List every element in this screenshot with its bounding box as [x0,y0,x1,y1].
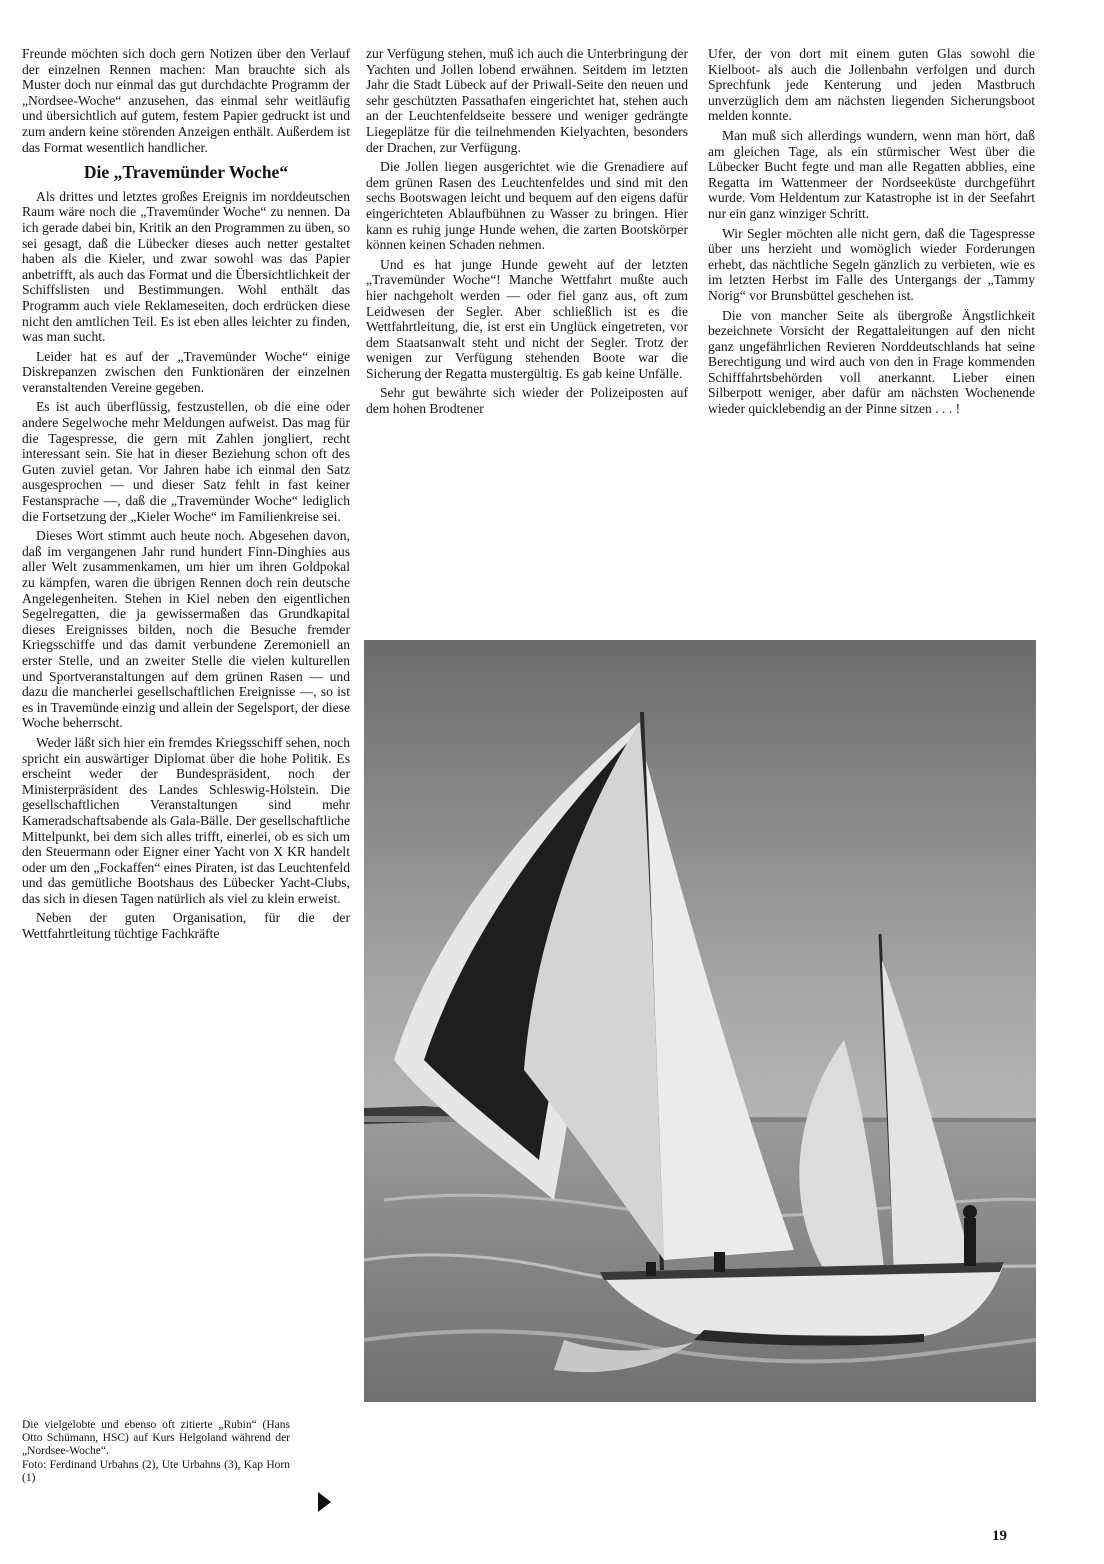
column3-paragraph-2: Wir Segler möchten alle nicht gern, daß die Tagespresse über uns herzieht und womöglich wieder Forderungen erhebt, das nächtliche Segeln gänzlich zu verbieten, wie es im letzten Herbst im Falle des Untergangs der „Tammy Norig“ vor Brunsbüttel geschehen ist. [708,225,1035,303]
article-column-1 [22,46,350,946]
column1-intro: Freunde möchten sich doch gern Notizen über den Verlauf der einzelnen Rennen machen: Man brauchte sich als Muster doch nur einmal das gut durchdachte Programm der „Nordsee-Woche“ anzusehen, das einmal sehr weitläufig und übersichtlich auf gutem, festem Papier gedruckt ist und zum andern keine störenden Anzeigen enthält. Außerdem ist das Format wesentlich handlicher. [22,46,350,155]
sailing-yacht-photo [364,640,1036,1402]
column2-paragraph-1: Die Jollen liegen ausgerichtet wie die Grenadiere auf dem grünen Rasen des Leuchtenfeldes und sind mit den sechs Bootswagen leicht und bequem auf den eigens dafür eingerichteten Ablaufbühnen zu Wasser zu bringen. Hier kann es ruhig junge Hunde wehen, die zarten Bootskörper können keinen Schaden nehmen. [366,159,688,253]
yawl-under-spinnaker-photo [364,640,1036,1402]
crew-figure [964,1218,976,1266]
column1-paragraph-6: Neben der guten Organisation, für die der Wettfahrtleitung tüchtige Fachkräfte [22,910,350,942]
column3-paragraph-1: Man muß sich allerdings wundern, wenn man hört, daß am gleichen Tage, als ein stürmischer West über die Lübecker Bucht fegte und man alle Regatten abblies, eine Regatta im Wattenmeer der Nordseeküste durchgeführt wurde. Vom Heldentum zur Katastrophe ist in der Seefahrt nur ein ganz winziger Schritt. [708,127,1035,221]
crew-figure-head [963,1205,977,1219]
column1-paragraph-3: Es ist auch überflüssig, festzustellen, ob die eine oder andere Segelwoche mehr Meldungen aufweist. Das mag für die Tagespresse, die gern mit Zahlen jongliert, recht interessant sein. Sie hat in dieser Beziehung schon oft des Guten zuviel getan. Vor Jahren habe ich einmal den Satz ausgesprochen — und dieser Satz fehlt in fast keiner Festansprache —, daß die „Travemünder Woche“ lediglich die Fortsetzung der „Kieler Woche“ im Familienkreise sei. [22,399,350,524]
page-number: 19 [992,1528,1007,1544]
article-column-3 [708,46,1035,421]
column1-paragraph-1: Als drittes und letztes großes Ereignis im norddeutschen Raum wäre noch die „Travemünder Woche“ zu nennen. Da ich gerade dabei bin, Kritik an den Programmen zu üben, so sei gesagt, daß die Lübecker dieses auch netter gestaltet haben als die Kieler, und zwar sowohl was das Papier anbetrifft, als auch das Format und die Übersichtlichkeit der Schiffslisten und Bestimmungen. Wohl enthält das Programm auch viele Reklameseiten, doch erdrücken diese nicht den amtlichen Teil. Es ist eben alles leichter zu finden, was man sucht. [22,188,350,345]
column2-paragraph-2: Und es hat junge Hunde geweht auf der letzten „Travemünder Woche“! Manche Wettfahrt mußte auch hier nachgeholt werden — oder fiel ganz aus, oft zum Leidwesen der Segler. Aber schließlich ist es die Wettfahrtleitung, die, ist erst ein Unglück eingetreten, vor dem Staatsanwalt steht und nicht der Segler. Trotz der wenigen zur Verfügung stehenden Boote war die Sicherung der Regatta mustergültig. Es gab keine Unfälle. [366,256,688,381]
crew-figure [714,1252,725,1272]
photo-credit: Foto: Ferdinand Urbahns (2), Ute Urbahns (3), Kap Horn (1) [22,1458,290,1484]
continue-arrow-icon [318,1492,331,1512]
article-column-2 [366,46,688,421]
crew-figure [646,1262,656,1276]
photo-caption [22,1419,290,1485]
caption-text: Die vielgelobte und ebenso oft zitierte „Rubin“ (Hans Otto Schümann, HSC) auf Kurs Helgoland während der „Nordsee-Woche“. [22,1419,290,1458]
column2-intro: zur Verfügung stehen, muß ich auch die Unterbringung der Yachten und Jollen lobend erwähnen. Seitdem im letzten Jahr die Stadt Lübeck auf der Priwall-Seite den neuen und sehr geschützten Passathafen eingerichtet hat, stehen auch an der Leuchtenfeldseite bessere und weniger gedrängte Liegeplätze für die teilnehmenden Kielyachten, besonders der Drachen, zur Verfügung. [366,46,688,155]
column3-intro: Ufer, der von dort mit einem guten Glas sowohl die Kielboot- als auch die Jollenbahn verfolgen und durch Sprechfunk jede Kenterung und jeden Mastbruch unverzüglich dem am nächsten liegenden Sicherungsboot melden konnte. [708,46,1035,124]
section-heading: Die „Travemünder Woche“ [83,162,289,183]
column1-paragraph-5: Weder läßt sich hier ein fremdes Kriegsschiff sehen, noch spricht ein auswärtiger Diplomat über die hohe Politik. Es erscheint weder der Bundespräsident, noch der Ministerpräsident des Landes Schleswig-Holstein. Die gesellschaftlichen Veranstaltungen sind mehr Kameradschaftsabende als Gala-Bälle. Der gesellschaftliche Mittelpunkt, bei dem sich alles trifft, einerlei, ob es sich um den Steuermann oder Eigner einer Yacht von X KR handelt oder um den „Fockaffen“ eines Piraten, ist das Leuchtenfeld und das gemütliche Bootshaus des Lübecker Yacht-Clubs, das sich in diesen Tagen natürlich als viel zu klein erweist. [22,734,350,906]
column1-paragraph-2: Leider hat es auf der „Travemünder Woche“ einige Diskrepanzen zwischen den Funktionären der einzelnen veranstaltenden Vereine gegeben. [22,348,350,395]
column1-paragraph-4: Dieses Wort stimmt auch heute noch. Abgesehen davon, daß im vergangenen Jahr rund hundert Finn-Dinghies aus aller Welt zusammenkamen, um hier um ihren Goldpokal zu kämpfen, waren die übrigen Rennen doch rein deutsche Angelegenheiten. Stehen in Kiel neben den eigentlichen Segelregatten, die ja gewissermaßen das Grundkapital dieses Ereignisses bilden, noch die Besuche fremder Kriegsschiffe und das damit verbundene Zeremoniell an erster Stelle, und an zweiter Stelle die vielen kulturellen und Sportveranstaltungen auf dem grünen Rasen — und dazu die mancherlei gesellschaftlichen Ereignisse —, so ist es in Travemünde einzig und allein der Segelsport, der diese Woche beherrscht. [22,528,350,731]
column3-paragraph-3: Die von mancher Seite als übergroße Ängstlichkeit bezeichnete Vorsicht der Regattaleitungen auf den nicht ganz ungefährlichen Revieren Norddeutschlands hat seine Berechtigung und wird auch von den in Frage kommenden Schifffahrtsbehörden voll anerkannt. Lieber einen Silberpott weniger, aber dafür am nächsten Wochenende wieder quicklebendig an der Pinne sitzen . . . ! [708,307,1035,417]
column2-paragraph-3: Sehr gut bewährte sich wieder der Polizeiposten auf dem hohen Brodtener [366,385,688,417]
